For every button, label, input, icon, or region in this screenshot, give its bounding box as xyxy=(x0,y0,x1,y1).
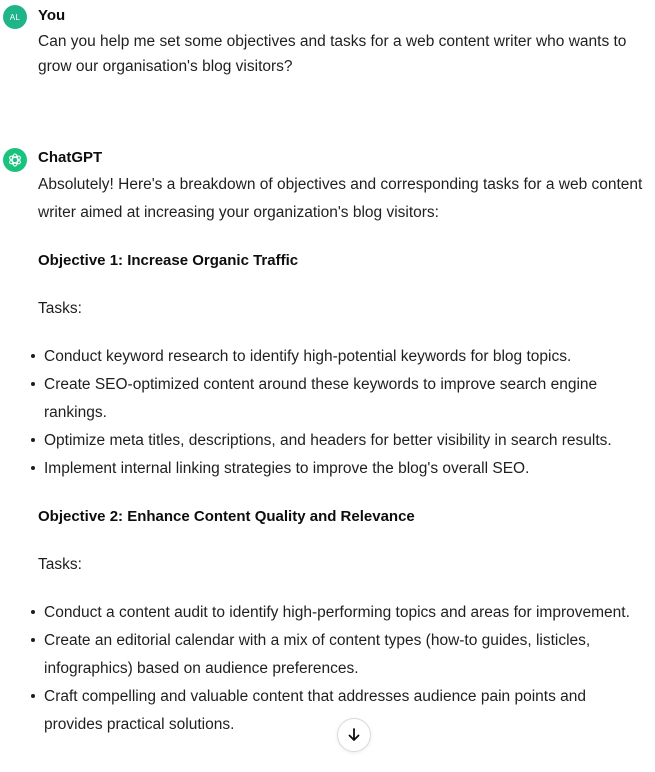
objective-2-heading: Objective 2: Enhance Content Quality and Relevance xyxy=(38,508,415,525)
user-author-name: You xyxy=(38,7,66,24)
list-item: Implement internal linking strategies to improve the blog's overall SEO. xyxy=(0,455,641,483)
openai-logo-icon xyxy=(7,152,23,168)
objective-1-tasks-label: Tasks: xyxy=(38,300,82,317)
assistant-intro-text: Absolutely! Here's a breakdown of objectives and corresponding tasks for a web content writer aimed at increasing your organization's blog visitors: xyxy=(38,176,643,221)
list-item: Conduct a content audit to identify high-performing topics and areas for improvement. xyxy=(0,599,641,627)
list-item: Create an editorial calendar with a mix of content types (how-to guides, listicles, infographics) based on audience preferences. xyxy=(0,627,641,683)
list-item: Optimize meta titles, descriptions, and headers for better visibility in search results. xyxy=(0,427,641,455)
objective-2-tasks-label: Tasks: xyxy=(38,556,82,573)
list-item: Create SEO-optimized content around these keywords to improve search engine rankings. xyxy=(0,371,641,427)
objective-2-task-list xyxy=(0,599,641,739)
assistant-author-name: ChatGPT xyxy=(38,149,103,166)
scroll-to-bottom-button[interactable] xyxy=(337,718,371,752)
list-item: Craft compelling and valuable content that addresses audience pain points and provides practical solutions. xyxy=(0,683,641,739)
user-message-text: Can you help me set some objectives and tasks for a web content writer who wants to grow our organisation's blog visitors? xyxy=(38,33,627,75)
chatgpt-logo-icon xyxy=(3,148,27,172)
list-item: Conduct keyword research to identify high-potential keywords for blog topics. xyxy=(0,343,641,371)
objective-1-heading: Objective 1: Increase Organic Traffic xyxy=(38,252,299,269)
user-avatar xyxy=(3,5,27,29)
user-avatar-initials: AL xyxy=(9,12,21,22)
objective-1-task-list xyxy=(0,343,641,483)
arrow-down-icon xyxy=(346,727,362,743)
